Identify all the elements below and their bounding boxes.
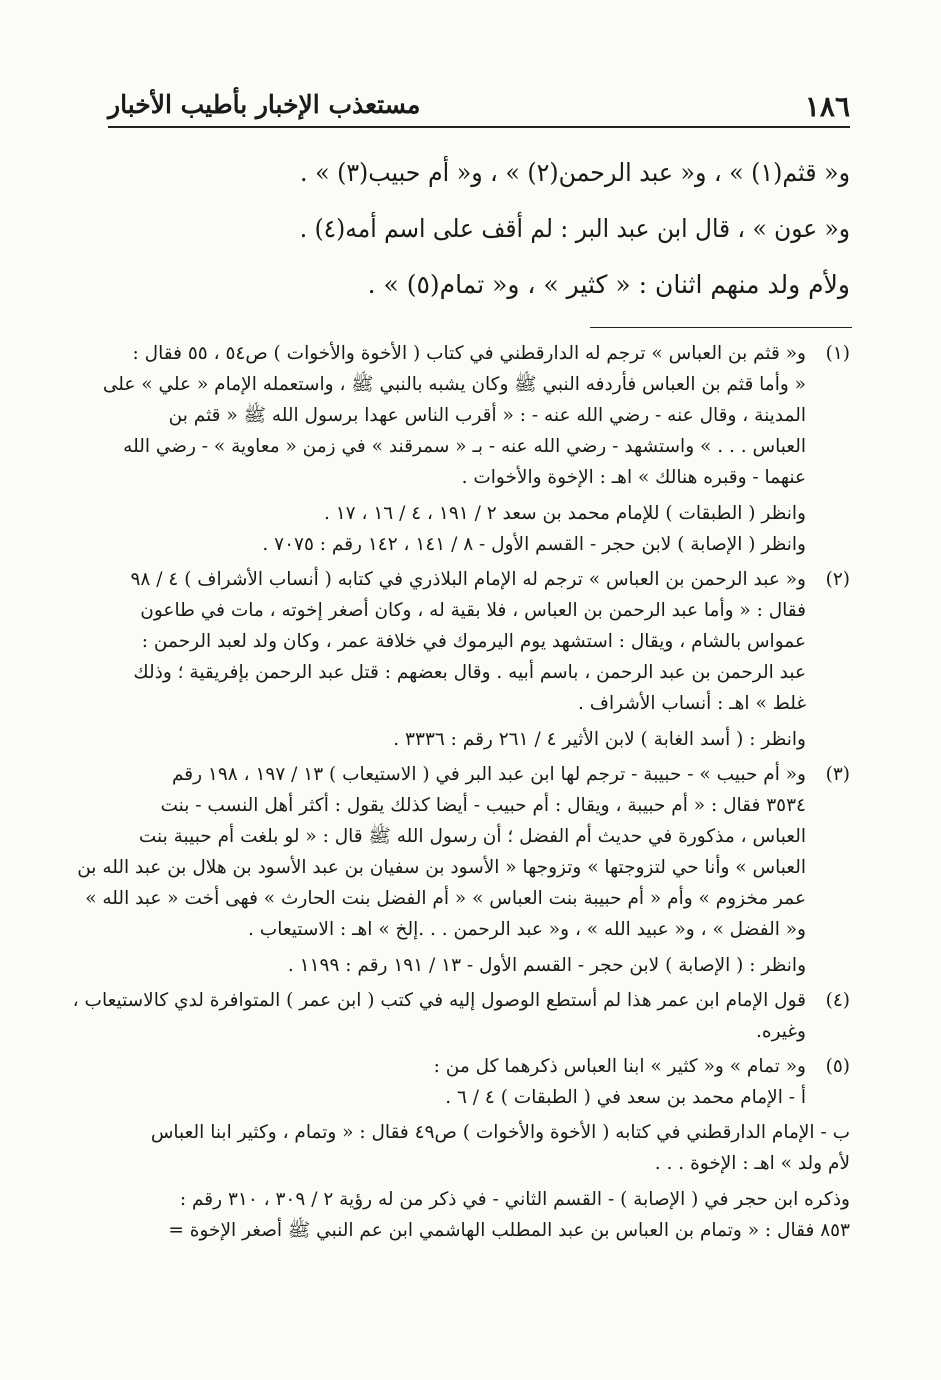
main-text-line: و« عون » ، قال ابن عبد البر : لم أقف على اسم أمه(٤) .: [299, 214, 850, 243]
footnote-line: و« أم حبيب » - حبيبة - ترجم لها ابن عبد البر في ( الاستيعاب ) ١٣ / ١٩٧ ، ١٩٨ رقم: [171, 764, 806, 785]
main-text: [300, 145, 850, 313]
footnote-line: و« قثم بن العباس » ترجم له الدارقطني في كتاب ( الأخوة والأخوات ) ص٥٤ ، ٥٥ فقال :: [132, 343, 806, 364]
footnote-line: وذكره ابن حجر في ( الإصابة ) - القسم الثاني - في ذكر من له رؤية ٢ / ٣٠٩ ، ٣١٠ رقم :: [179, 1189, 850, 1210]
footnote-line: المدينة ، وقال عنه - رضي الله عنه - : « أقرب الناس عهدا برسول الله ﷺ « قثم بن: [168, 405, 806, 426]
footnote-line: وانظر ( الطبقات ) للإمام محمد بن سعد ٢ / ١٩١ ، ٤ / ١٦ ، ١٧ .: [323, 503, 806, 524]
footnote-line: غلط » اهـ : أنساب الأشراف .: [578, 693, 806, 714]
main-text-line: ولأم ولد منهم اثنان : « كثير » ، و« تمام(٥) » .: [367, 270, 850, 299]
page-header: [108, 86, 850, 128]
footnote-continuation: [102, 1117, 850, 1246]
footnote-2: [102, 564, 850, 755]
page-number: ١٨٦: [804, 90, 850, 123]
footnote-line: العباس » وأنا حي لتزوجتها » وتزوجها « الأسود بن سفيان بن عبد الأسود بن هلال بن عبد الله بن: [77, 857, 806, 878]
footnote-body: [102, 564, 806, 755]
footnote-line: أ - الإمام محمد بن سعد في ( الطبقات ) ٤ / ٦ .: [445, 1087, 806, 1108]
footnote-body: [102, 1051, 806, 1113]
footnotes: [72, 338, 850, 1250]
footnote-line: و« الفضل » ، و« عبيد الله » ، و« عبد الرحمن . . .إلخ » اهـ : الاستيعاب .: [248, 919, 806, 940]
footnote-line: العباس . . . » واستشهد - رضي الله عنه - بـ « سمرقند » في زمن « معاوية » - رضي الله: [123, 436, 806, 457]
footnote-line: ٨٥٣ فقال : « وتمام بن العباس بن عبد المطلب الهاشمي ابن عم النبي ﷺ أصغر الإخوة =: [168, 1220, 850, 1241]
book-title: مستعذب الإخبار بأطيب الأخبار: [108, 90, 421, 119]
footnote-3: [77, 759, 850, 981]
footnote-body: [73, 985, 806, 1047]
footnote-line: ب - الإمام الدارقطني في كتابه ( الأخوة والأخوات ) ص٤٩ فقال : « وتمام ، وكثير ابنا العباس: [150, 1122, 850, 1143]
footnote-5: [102, 1051, 850, 1113]
footnote-separator: [590, 327, 852, 328]
footnote-body: [102, 1117, 850, 1246]
footnote-line: فقال : « وأما عبد الرحمن بن العباس ، فلا بقية له ، وكان أصغر إخوته ، مات في طاعون: [140, 600, 806, 621]
footnote-line: وانظر : ( أسد الغابة ) لابن الأثير ٤ / ٢٦١ رقم : ٣٣٣٦ .: [393, 729, 806, 750]
footnote-body: [102, 338, 806, 560]
footnote-line: وغيره.: [756, 1021, 806, 1042]
footnote-line: وانظر : ( الإصابة ) لابن حجر - القسم الأول - ١٣ / ١٩١ رقم : ١١٩٩ .: [287, 955, 806, 976]
footnote-line: « وأما قثم بن العباس فأردفه النبي ﷺ وكان يشبه بالنبي ﷺ ، واستعمله الإمام « علي » على: [102, 374, 806, 395]
footnote-4: [72, 985, 850, 1047]
footnote-body: [77, 759, 806, 981]
footnote-line: قول الإمام ابن عمر هذا لم أستطع الوصول إليه في كتب ( ابن عمر ) المتوافرة لدي كالاستيعاب ،: [72, 990, 806, 1011]
footnote-number: (١): [825, 343, 850, 364]
footnote-number: (٥): [825, 1056, 850, 1077]
footnote-line: عمواس بالشام ، ويقال : استشهد يوم اليرموك في خلافة عمر ، وكان ولد لعبد الرحمن :: [141, 631, 806, 652]
footnote-line: و« عبد الرحمن بن العباس » ترجم له الإمام البلاذري في كتابه ( أنساب الأشراف ) ٤ / ٩٨: [130, 569, 806, 590]
footnote-line: ٣٥٣٤ فقال : « أم حبيبة ، ويقال : أم حبيب - أيضا كذلك يقول : أكثر أهل النسب - بنت: [160, 795, 806, 816]
footnote-line: عمر مخزوم » وأم « أم حبيبة بنت العباس » « أم الفضل بنت الحارث » فهى أخت « عبد الله »: [85, 888, 806, 909]
footnote-number: (٤): [825, 990, 850, 1011]
footnote-1: [102, 338, 850, 560]
main-text-line: و« قثم(١) » ، و« عبد الرحمن(٢) » ، و« أم حبيب(٣) » .: [300, 158, 850, 187]
footnote-number: (٢): [825, 569, 850, 590]
header-rule: [108, 126, 850, 128]
footnote-line: لأم ولد » اهـ : الإخوة . . .: [654, 1153, 850, 1174]
footnote-line: وانظر ( الإصابة ) لابن حجر - القسم الأول - ٨ / ١٤١ ، ١٤٢ رقم : ٧٠٧٥ .: [262, 534, 806, 555]
footnote-number: (٣): [825, 764, 850, 785]
footnote-line: العباس ، مذكورة في حديث أم الفضل ؛ أن رسول الله ﷺ قال : « لو بلغت أم حبيبة بنت: [138, 826, 806, 847]
footnote-line: عنهما - وقبره هنالك » اهـ : الإخوة والأخوات .: [461, 467, 806, 488]
footnote-line: عبد الرحمن بن عبد الرحمن ، باسم أبيه . وقال بعضهم : قتل عبد الرحمن بإفريقية ؛ وذلك: [133, 662, 806, 683]
footnote-line: و« تمام » و« كثير » ابنا العباس ذكرهما كل من :: [433, 1056, 806, 1077]
